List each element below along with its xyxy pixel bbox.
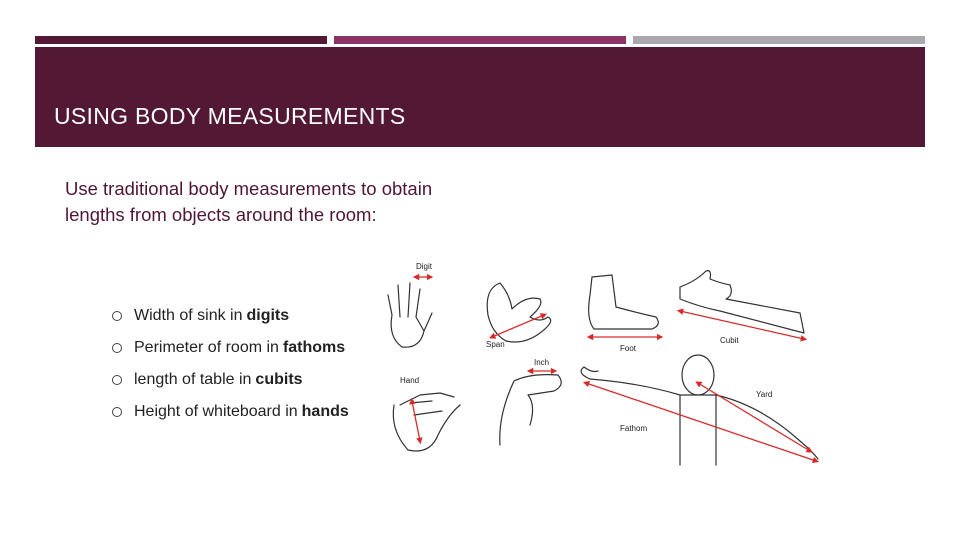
bullet-bold: digits: [246, 307, 290, 324]
top-accent-bars: [35, 36, 925, 44]
label-yard: Yard: [756, 390, 773, 399]
title-band: [35, 47, 925, 147]
thumb-inch-drawing: [500, 375, 561, 445]
forearm-cubit-drawing: [680, 271, 804, 333]
intro-text: Use traditional body measurements to obtain lengths from objects around the room:: [65, 178, 433, 225]
accent-bar-3: [633, 36, 925, 44]
cubit-arrow: [680, 311, 804, 339]
bullet-text: Perimeter of room in: [134, 339, 279, 356]
circle-bullet-icon: [112, 343, 122, 353]
accent-bar-2: [334, 36, 626, 44]
bullet-item: [112, 364, 349, 396]
bullet-bold: cubits: [255, 371, 303, 388]
circle-bullet-icon: [112, 311, 122, 321]
circle-bullet-icon: [112, 375, 122, 385]
bullet-text: Width of sink in: [134, 307, 243, 324]
body-measurements-illustration: [380, 255, 850, 485]
bullet-text: Height of whiteboard in: [134, 403, 298, 420]
slide-title: USING BODY MEASUREMENTS: [54, 103, 406, 129]
label-cubit: Cubit: [720, 336, 739, 345]
bullet-list: [112, 300, 349, 428]
label-inch: Inch: [534, 358, 550, 367]
bullet-bold: fathoms: [282, 339, 346, 356]
label-span: Span: [486, 340, 505, 349]
bullet-item: [112, 300, 349, 332]
foot-drawing: [589, 275, 659, 329]
bullet-text: length of table in: [134, 371, 252, 388]
hand-arrow: [412, 401, 420, 441]
label-fathom: Fathom: [620, 424, 648, 433]
accent-bar-1: [35, 36, 327, 44]
circle-bullet-icon: [112, 407, 122, 417]
hand-width-drawing: [393, 393, 460, 451]
bullet-item: [112, 332, 349, 364]
person-fathom-drawing: [581, 355, 818, 465]
label-foot: Foot: [620, 344, 637, 353]
yard-arrow: [698, 383, 810, 451]
span-hand-drawing: [487, 283, 550, 342]
bullet-item: [112, 396, 349, 428]
span-arrow: [492, 315, 544, 337]
hand-digit-drawing: [388, 283, 432, 347]
bullet-bold: hands: [301, 403, 349, 420]
label-hand: Hand: [400, 376, 420, 385]
label-digit: Digit: [416, 262, 433, 271]
